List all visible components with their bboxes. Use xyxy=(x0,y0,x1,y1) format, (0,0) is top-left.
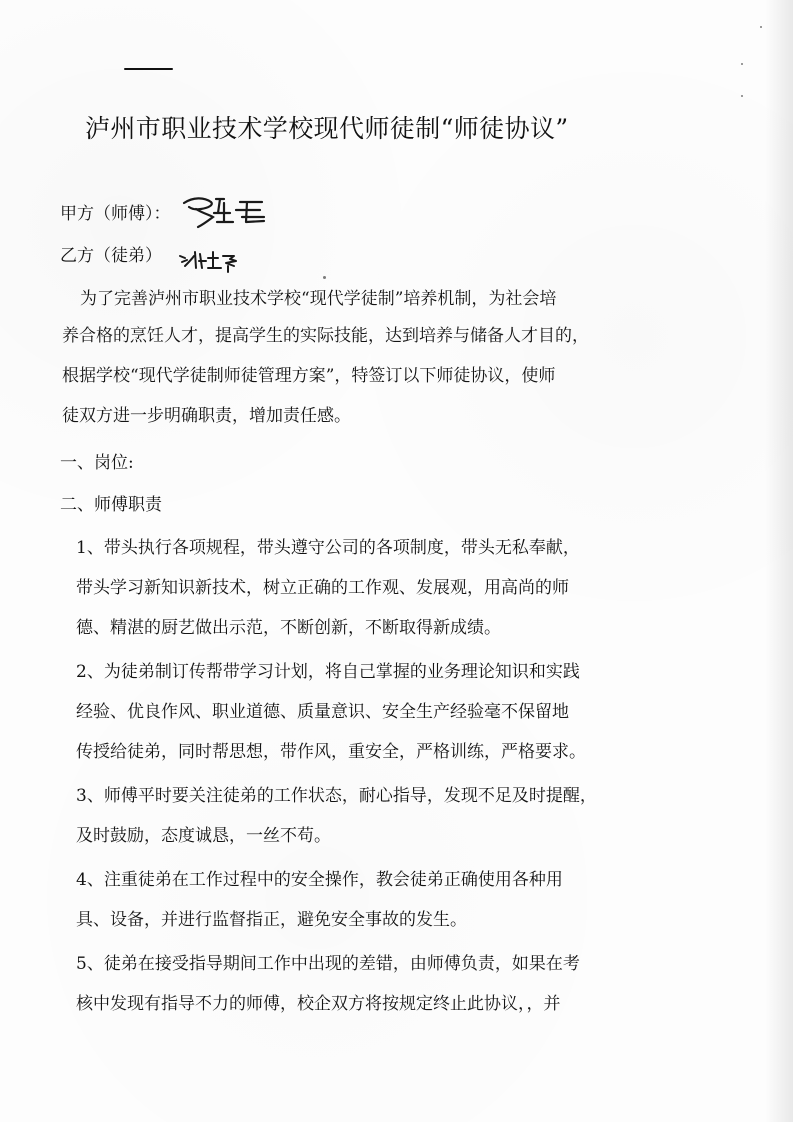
scan-speck xyxy=(760,26,762,28)
duty-item-line: 3、师傅平时要关注徒弟的工作状态，耐心指导，发现不足及时提醒， xyxy=(76,786,597,806)
duty-item-line: 德、精湛的厨艺做出示范，不断创新，不断取得新成绩。 xyxy=(76,618,501,638)
duty-item-line: 核中发现有指导不力的师傅，校企双方将按规定终止此协议，，并 xyxy=(76,994,561,1014)
intro-paragraph-line: 为了完善泸州市职业技术学校“现代学徒制”培养机制，为社会培 xyxy=(80,289,557,309)
duty-item-line: 带头学习新知识新技术，树立正确的工作观、发展观，用高尚的师 xyxy=(76,578,569,598)
intro-paragraph-line: 徒双方进一步明确职责，增加责任感。 xyxy=(62,406,351,426)
party-a-signature xyxy=(180,193,275,229)
party-b-label: 乙方（徒弟） xyxy=(60,246,162,266)
party-b-signature xyxy=(178,248,240,274)
intro-paragraph-line: 养合格的烹饪人才，提高学生的实际技能，达到培养与储备人才目的， xyxy=(62,326,589,346)
party-a-label: 甲方（师傅）： xyxy=(60,204,171,224)
duty-item-line: 2、为徒弟制订传帮带学习计划，将自己掌握的业务理论知识和实践 xyxy=(76,662,580,682)
duty-item-line: 经验、优良作风、职业道德、质量意识、安全生产经验毫不保留地 xyxy=(76,702,569,722)
scan-speck xyxy=(741,63,743,65)
section-heading: 二、师傅职责 xyxy=(60,495,162,515)
section-heading: 一、岗位: xyxy=(60,453,134,473)
top-handwritten-stroke xyxy=(124,68,173,70)
duty-item-line: 及时鼓励，态度诚恳，一丝不苟。 xyxy=(76,826,331,846)
scan-speck xyxy=(741,95,743,97)
page-title: 泸州市职业技术学校现代师徒制“师徒协议” xyxy=(85,114,569,143)
duty-item-line: 5、徒弟在接受指导期间工作中出现的差错，由师傅负责，如果在考 xyxy=(76,954,580,974)
scan-speck xyxy=(323,276,326,279)
duty-item-line: 具、设备，并进行监督指正，避免安全事故的发生。 xyxy=(76,910,467,930)
duty-item-line: 传授给徒弟，同时帮思想，带作风，重安全，严格训练，严格要求。 xyxy=(76,742,586,762)
scan-edge-shadow xyxy=(765,0,793,1122)
intro-paragraph-line: 根据学校“现代学徒制师徒管理方案”，特签订以下师徒协议，使师 xyxy=(62,366,556,386)
duty-item-line: 1、带头执行各项规程，带头遵守公司的各项制度，带头无私奉献， xyxy=(76,538,580,558)
duty-item-line: 4、注重徒弟在工作过程中的安全操作，教会徒弟正确使用各种用 xyxy=(76,870,563,890)
